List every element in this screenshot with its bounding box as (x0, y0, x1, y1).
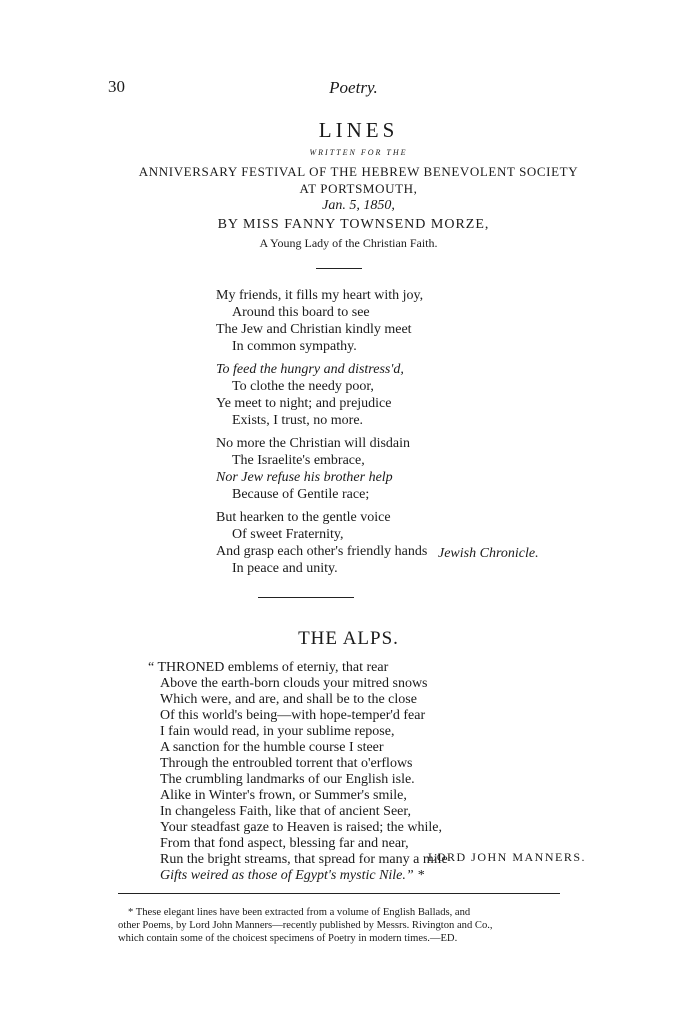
alps-line: A sanction for the humble course I steer (160, 740, 384, 755)
poem-date: Jan. 5, 1850, (322, 198, 395, 213)
alps-line: “ THRONED emblems of eterniy, that rear (148, 660, 389, 675)
alps-line: The crumbling landmarks of our English isle. (160, 772, 415, 787)
poem-line: Nor Jew refuse his brother help (216, 470, 393, 485)
alps-line: Above the earth-born clouds your mitred snows (160, 676, 428, 691)
alps-signature: LORD JOHN MANNERS. (428, 850, 587, 864)
alps-line: From that fond aspect, blessing far and near, (160, 836, 409, 851)
poem-line: In common sympathy. (232, 339, 357, 354)
footnote-line: * These elegant lines have been extracted from a volume of English Ballads, and (128, 907, 471, 918)
poem-line: No more the Christian will disdain (216, 436, 411, 451)
occasion-line-2: AT PORTSMOUTH, (299, 181, 418, 196)
alps-title: THE ALPS. (298, 628, 399, 649)
section-divider (258, 597, 354, 598)
footnote-line: which contain some of the choicest specimens of Poetry in modern times.—ED. (118, 933, 458, 944)
poem-line: The Israelite's embrace, (232, 453, 365, 468)
alps-line: Which were, and are, and shall be to the close (160, 692, 417, 707)
poem-subtitle: A Young Lady of the Christian Faith. (259, 236, 438, 250)
poem-author: BY MISS FANNY TOWNSEND MORZE, (217, 217, 490, 232)
poem-line: Around this board to see (232, 305, 370, 320)
poem-line: Of sweet Fraternity, (232, 527, 344, 542)
poem-line: To clothe the needy poor, (232, 379, 374, 394)
short-divider (316, 268, 362, 269)
page-number: 30 (108, 77, 125, 96)
alps-line: In changeless Faith, like that of ancient Seer, (160, 804, 411, 819)
poem-line: Because of Gentile race; (232, 487, 370, 502)
written-for-label: WRITTEN FOR THE (309, 148, 408, 157)
poem-line: Exists, I trust, no more. (232, 413, 364, 428)
alps-line: Of this world's being—with hope-temper'd fear (160, 708, 426, 723)
running-title: Poetry. (329, 78, 378, 97)
poem-line: But hearken to the gentle voice (216, 510, 391, 525)
poem-line: And grasp each other's friendly hands (216, 544, 428, 559)
alps-line: Run the bright streams, that spread for many a mile (160, 852, 448, 867)
alps-line: Alike in Winter's frown, or Summer's smile, (160, 788, 407, 803)
poem-line: Ye meet to night; and prejudice (216, 396, 392, 411)
alps-line: Gifts weired as those of Egypt's mystic Nile.” * (160, 868, 425, 883)
poem-line: The Jew and Christian kindly meet (216, 322, 412, 337)
footnote-line: other Poems, by Lord John Manners—recently published by Messrs. Rivington and Co., (118, 920, 493, 931)
alps-line: I fain would read, in your sublime repose, (160, 724, 395, 739)
occasion-line-1: ANNIVERSARY FESTIVAL OF THE HEBREW BENEVOLENT SOCIETY (138, 164, 579, 179)
poem-line: In peace and unity. (232, 561, 338, 576)
poem-title: LINES (318, 118, 399, 142)
alps-line: Through the entroubled torrent that o'erflows (160, 756, 413, 771)
poem-line: To feed the hungry and distress'd, (216, 362, 404, 377)
footnote-rule (118, 893, 560, 894)
poem-line: My friends, it fills my heart with joy, (216, 288, 424, 303)
alps-line: Your steadfast gaze to Heaven is raised; the while, (160, 820, 442, 835)
poem-attribution: Jewish Chronicle. (438, 546, 539, 561)
